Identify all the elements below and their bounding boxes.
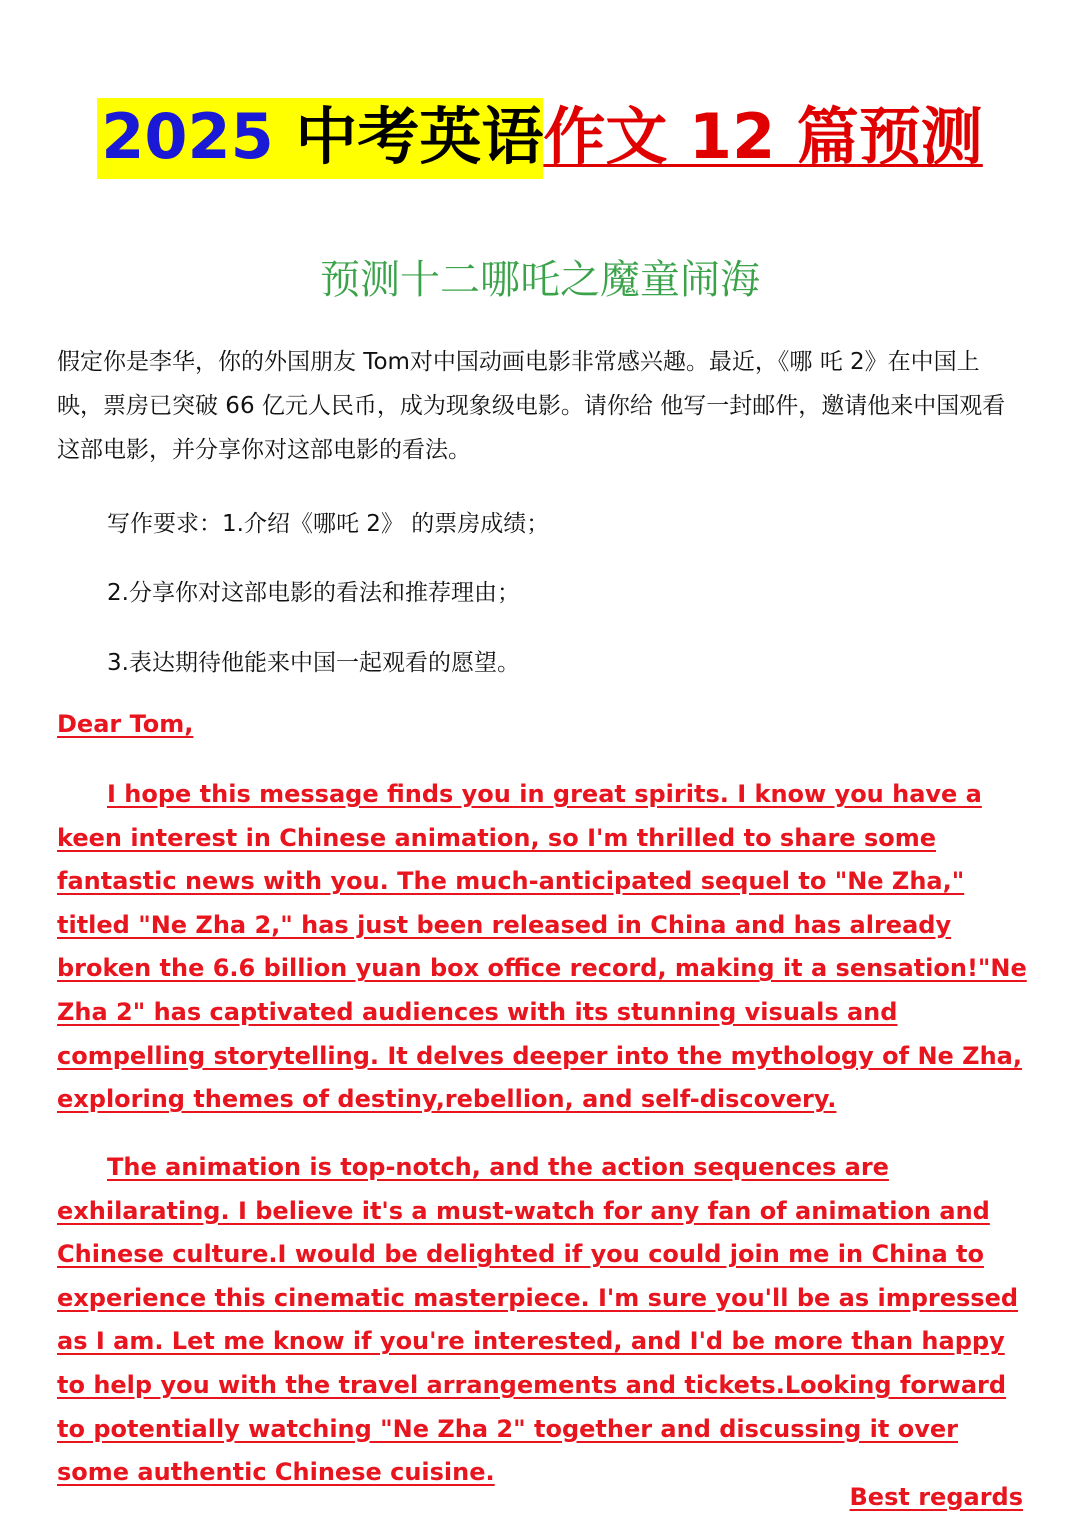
- letter-closing: Best regards: [849, 1483, 1023, 1511]
- letter-paragraph-1: [57, 773, 1027, 1122]
- title-year: 2025: [101, 100, 274, 173]
- paragraph-text: I hope this message finds you in great spirits. I know you have a keen interest in Chinese animation, so I'm thrilled to share some fantastic news with you. The much-anticipated sequel to "Ne Zha," titled "Ne Zha 2," has just been released in China and has already broken the 6.6 billion yuan box office record, making it a sensation!"Ne Zha 2" has captivated audiences with its stunning visuals and compelling storytelling. It delves deeper into the mythology of Ne Zha, exploring themes of destiny,rebellion, and self-discovery.: [57, 780, 1027, 1114]
- page-title: [0, 100, 1080, 174]
- letter-paragraph-2: [57, 1146, 1027, 1495]
- requirement-2: 2.分享你对这部电影的看法和推荐理由；: [107, 580, 520, 606]
- writing-prompt: 假定你是李华，你的外国朋友 Tom对中国动画电影非常感兴趣。最近，《哪 吒 2》在中国上映，票房已突破 66 亿元人民币，成为现象级电影。请你给 他写一封邮件，邀请他来中国观看这部电影，并分享你对这部电影的看法。: [57, 349, 1006, 463]
- letter-salutation: Dear Tom,: [57, 710, 194, 738]
- requirement-1: 写作要求：1.介绍《哪吒 2》 的票房成绩；: [107, 511, 550, 537]
- title-red-part: 作文 12 篇预测: [543, 100, 983, 173]
- title-black-part: 中考英语: [273, 100, 544, 173]
- requirement-3: 3.表达期待他能来中国一起观看的愿望。: [107, 650, 520, 676]
- title-highlight: [97, 98, 543, 179]
- paragraph-text: The animation is top-notch, and the action sequences are exhilarating. I believe it's a must-watch for any fan of animation and Chinese culture.I would be delighted if you could join me in China to experience this cinematic masterpiece. I'm sure you'll be as impressed as I am. Let me know if you're interested, and I'd be more than happy to help you with the travel arrangements and tickets.Looking forward to potentially watching "Ne Zha 2" together and discussing it over some authentic Chinese cuisine.: [57, 1153, 1019, 1487]
- subtitle: 预测十二哪吒之魔童闹海: [320, 257, 760, 303]
